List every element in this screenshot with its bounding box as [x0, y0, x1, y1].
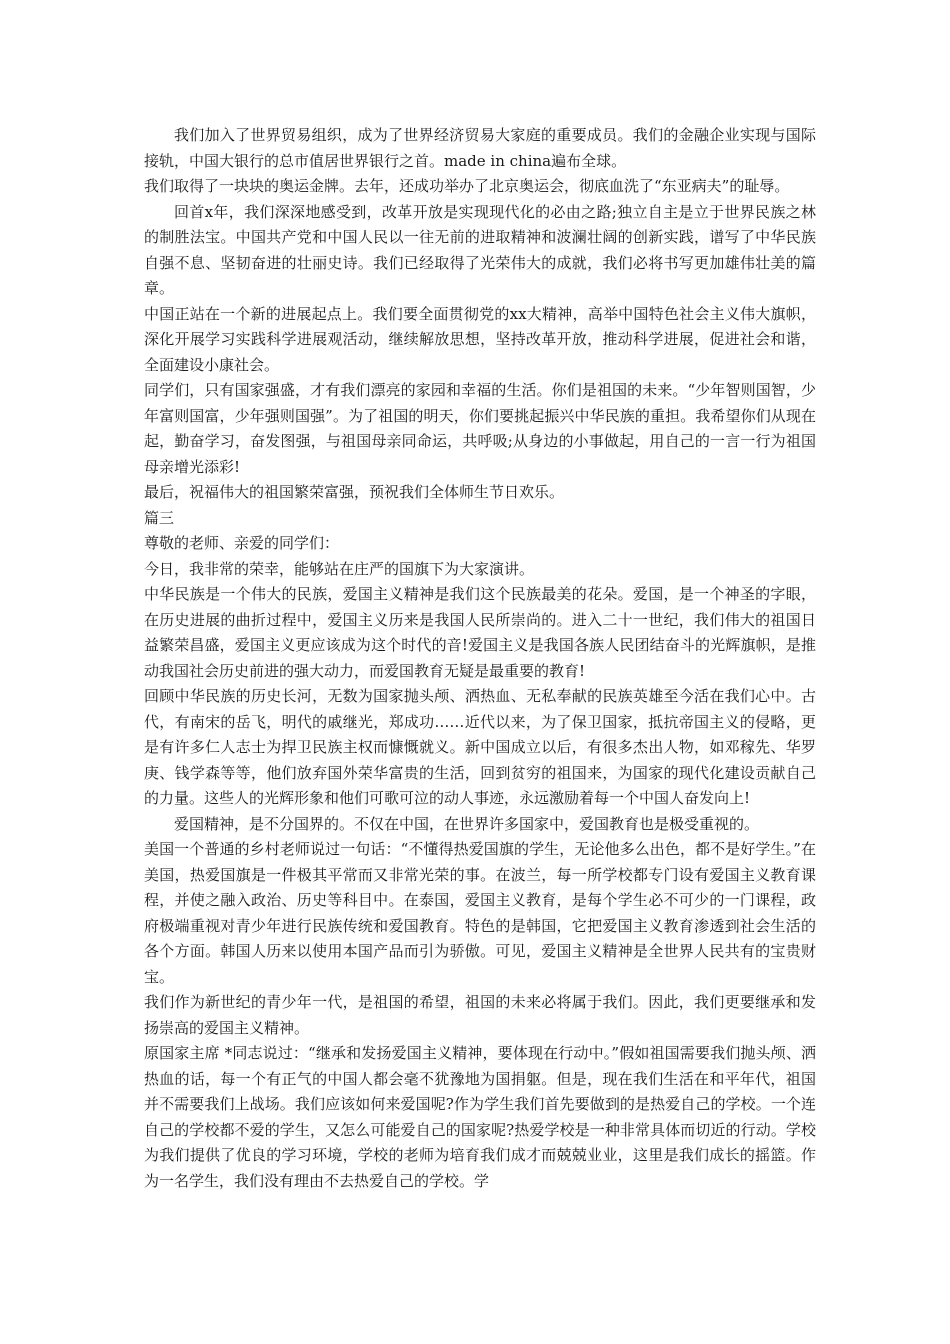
paragraph-patriotism: 爱国精神，是不分国界的。不仅在中国，在世界许多国家中，爱国教育也是极受重视的。 [174, 814, 760, 833]
paragraph-review: 回首x年，我们深深地感受到，改革开放是实现现代化的必由之路;独立自主是立于世界民族之林的制胜法宝。中国共产党和中国人民以一往无前的进取精神和波澜壮阔的创新实践，谱写了中华民族自强不息、坚韧奋进的壮丽史诗。我们已经取得了光荣伟大的成就，我们必将书写更加雄伟壮美的篇章。 [144, 202, 816, 297]
paragraph-action: 原国家主席 *同志说过：“继承和发扬爱国主义精神，要体现在行动中。”假如祖国需要我们抛头颅、洒热血的话，每一个有正气的中国人都会毫不犹豫地为国捐躯。但是，现在我们生活在和平年代，祖国并不需要我们上战场。我们应该如何来爱国呢?作为学生我们首先要做到的是热爱自己的学校。一个连自己的学校都不爱的学生，又怎么可能爱自己的国家呢?热爱学校是一种非常具体而切近的行动。学校为我们提供了优良的学习环境，学校的老师为培育我们成才而兢兢业业，这里是我们成长的摇篮。作为一名学生，我们没有理由不去热爱自己的学校。学 [144, 1044, 816, 1190]
paragraph-wto: 我们加入了世界贸易组织，成为了世界经济贸易大家庭的重要成员。我们的金融企业实现与国际接轨，中国大银行的总市值居世界银行之首。made in china遍布全球。 [144, 126, 816, 170]
salutation: 尊敬的老师、亲爱的同学们： [144, 534, 340, 552]
paragraph-closing: 最后，祝福伟大的祖国繁荣富强，预祝我们全体师生节日欢乐。 [144, 483, 565, 501]
section-heading: 篇三 [144, 508, 175, 527]
paragraph-youth: 我们作为新世纪的青少年一代，是祖国的希望，祖国的未来必将属于我们。因此，我们更要继承和发扬崇高的爱国主义精神。 [144, 993, 816, 1037]
paragraph-nation: 中华民族是一个伟大的民族，爱国主义精神是我们这个民族最美的花朵。爱国，是一个神圣的字眼，在历史进展的曲折过程中，爱国主义历来是我国人民所崇尚的。进入二十一世纪，我们伟大的祖国日益繁荣昌盛，爱国主义更应该成为这个时代的音!爱国主义是我国各族人民团结奋斗的光辉旗帜，是推动我国社会历史前进的强大动力，而爱国教育无疑是最重要的教育! [144, 585, 816, 680]
paragraph-world: 美国一个普通的乡村老师说过一句话：“不懂得热爱国旗的学生，无论他多么出色，都不是好学生。”在美国，热爱国旗是一件极其平常而又非常光荣的事。在波兰，每一所学校都专门设有爱国主义教育课程，并使之融入政治、历史等科目中。在泰国，爱国主义教育，是每个学生必不可少的一门课程，政府极端重视对青少年进行民族传统和爱国教育。特色的是韩国，它把爱国主义教育渗透到社会生活的各个方面。韩国人历来以使用本国产品而引为骄傲。可见，爱国主义精神是全世界人民共有的宝贵财宝。 [144, 840, 816, 986]
paragraph-new-start: 中国正站在一个新的进展起点上。我们要全面贯彻党的xx大精神，高举中国特色社会主义伟大旗帜，深化开展学习实践科学进展观活动，继续解放思想，坚持改革开放，推动科学进展，促进社会和谐，全面建设小康社会。 [144, 304, 816, 374]
document-body [144, 123, 816, 1194]
paragraph-olympics: 我们取得了一块块的奥运金牌。去年，还成功举办了北京奥运会，彻底血洗了“东亚病夫”的耻辱。 [144, 177, 790, 195]
paragraph-history: 回顾中华民族的历史长河，无数为国家抛头颅、洒热血、无私奉献的民族英雄至今活在我们心中。古代，有南宋的岳飞，明代的戚继光，郑成功……近代以来，为了保卫国家，抵抗帝国主义的侵略，更是有许多仁人志士为捍卫民族主权而慷慨就义。新中国成立以后，有很多杰出人物，如邓稼先、华罗庚、钱学森等等，他们放弃国外荣华富贵的生活，回到贫穷的祖国来，为国家的现代化建设贡献自己的力量。这些人的光辉形象和他们可歌可泣的动人事迹，永远激励着每一个中国人奋发向上! [144, 687, 816, 807]
paragraph-students: 同学们，只有国家强盛，才有我们漂亮的家园和幸福的生活。你们是祖国的未来。“少年智则国智，少年富则国富，少年强则国强”。为了祖国的明天，你们要挑起振兴中华民族的重担。我希望你们从现在起，勤奋学习，奋发图强，与祖国母亲同命运，共呼吸;从身边的小事做起，用自己的一言一行为祖国母亲增光添彩! [144, 381, 816, 476]
paragraph-intro: 今日，我非常的荣幸，能够站在庄严的国旗下为大家演讲。 [144, 559, 535, 578]
